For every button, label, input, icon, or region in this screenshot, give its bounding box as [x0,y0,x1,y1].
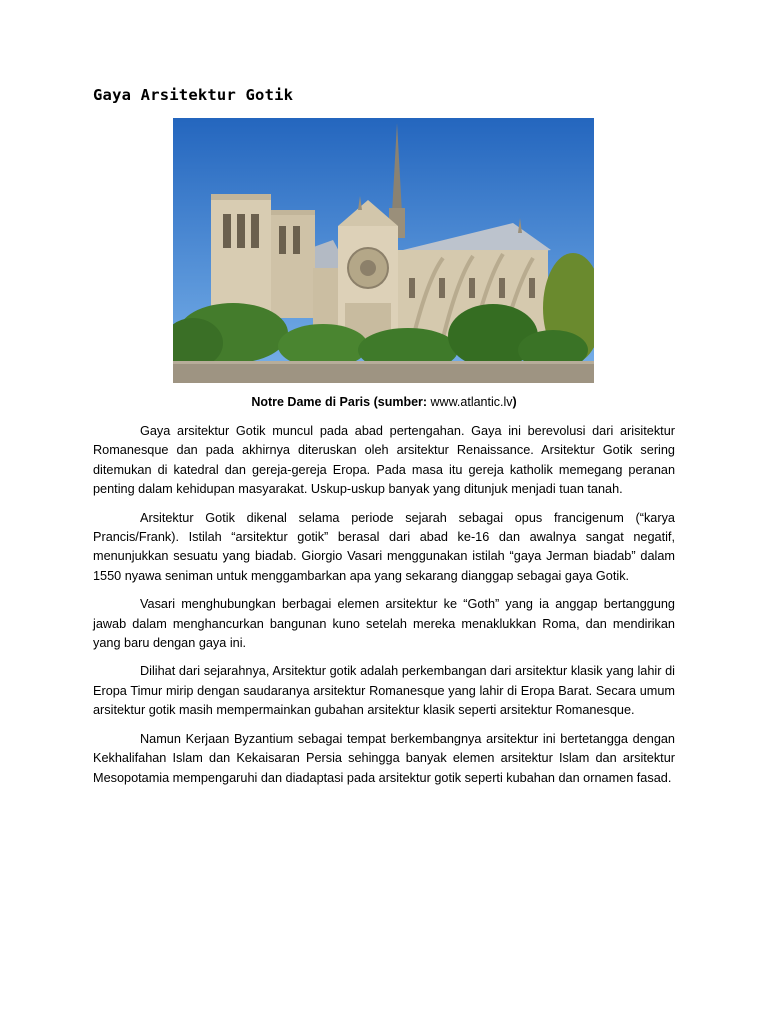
notre-dame-illustration [173,118,594,383]
paragraph: Vasari menghubungkan berbagai elemen arsitektur ke “Goth” yang ia anggap bertanggung jawab dalam menghancurkan bangunan kuno setelah mereka menaklukkan Roma, dan mendirikan yang baru dengan gaya ini. [93,597,675,651]
cathedral-photo [173,118,594,383]
article-body [93,422,675,797]
river-wall [173,361,594,383]
page-title: Gaya Arsitektur Gotik [93,86,294,104]
caption-source-link[interactable]: www.atlantic.lv [430,395,513,409]
caption-text: Notre Dame di Paris (sumber: [251,395,431,409]
figure-caption [93,395,675,409]
paragraph: Gaya arsitektur Gotik muncul pada abad pertengahan. Gaya ini berevolusi dari arisitektur Romanesque dan pada akhirnya diteruskan oleh arsitektur Renaissance. Arsitektur Gotik sering ditemukan di katedral dan gereja-gereja Eropa. Pada masa itu gereja katholik memegang peranan penting dalam kehidupan masyarakat. Uskup-uskup banyak yang ditunjuk menjadi tuan tanah. [93,424,675,497]
paragraph: Arsitektur Gotik dikenal selama periode sejarah sebagai opus francigenum (“karya Prancis/Frank). Istilah “arsitektur gotik” berasal dari abad ke-16 dan awalnya sangat negatif, menunjukkan sesuatu yang biadab. Giorgio Vasari menggunakan istilah “gaya Jerman biadab” dalam 1550 nyawa seniman untuk menggambarkan apa yang sekarang dianggap sebagai gaya Gotik. [93,510,675,583]
caption-close: ) [512,395,517,409]
paragraph: Dilihat dari sejarahnya, Arsitektur gotik adalah perkembangan dari arsitektur klasik yang lahir di Eropa Timur mirip dengan saudaranya arsitektur Romanesque yang lahir di Eropa Barat. Secara umum arsitektur gotik masih mempermainkan gubahan arsitektur klasik seperti arsitektur Romanesque. [93,664,675,718]
paragraph: Namun Kerjaan Byzantium sebagai tempat berkembangnya arsitektur ini bertetangga dengan Kekhalifahan Islam dan Kekaisaran Persia sehingga banyak elemen arsitektur Islam dan arsitektur Mesopotamia mempengaruhi dan diadaptasi pada arsitektur gotik seperti kubahan dan ornamen fasad. [93,731,675,785]
